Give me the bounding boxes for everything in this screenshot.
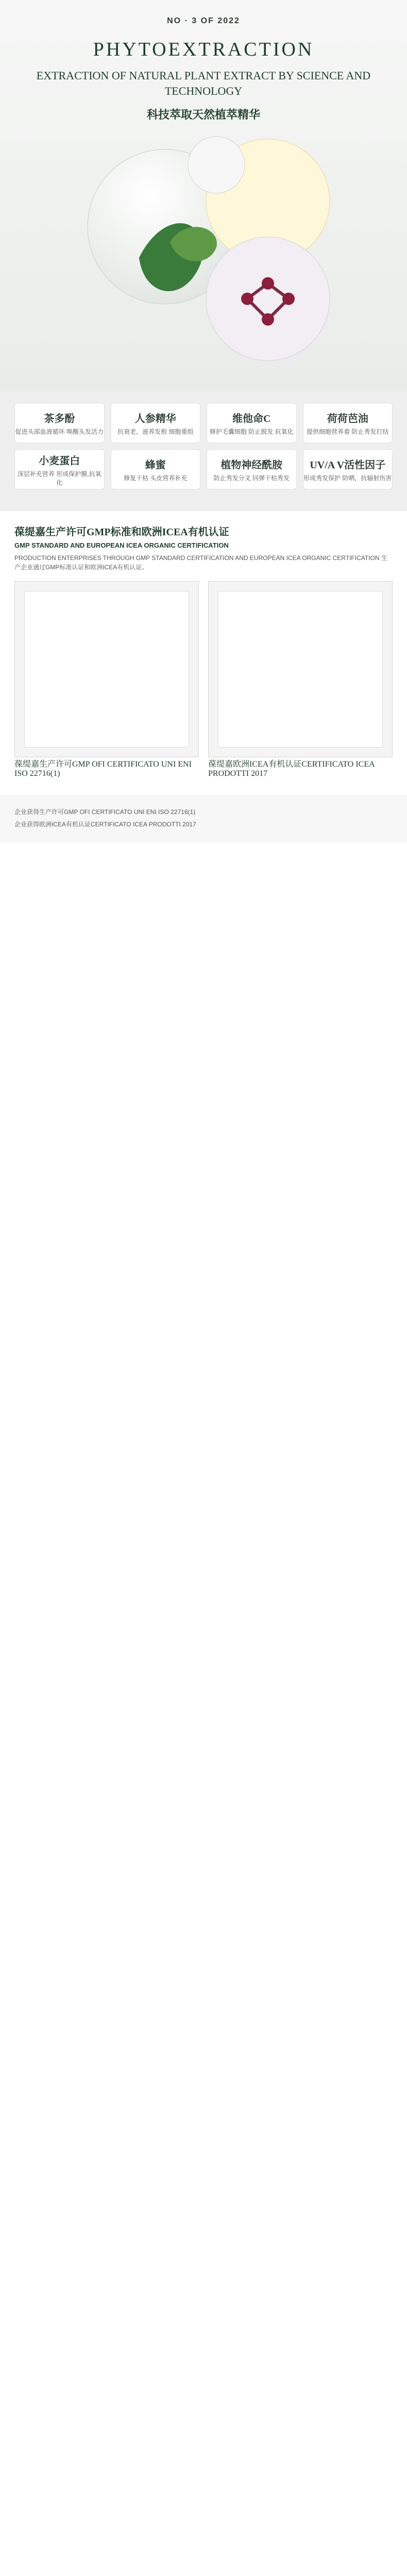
tile-uv-factor <box>303 449 393 489</box>
gmp-certificate-image <box>14 581 199 757</box>
tile-jojoba <box>303 403 393 443</box>
tile-tea-polyphenol <box>14 403 105 443</box>
tile-title: 人参精华 <box>134 413 176 425</box>
tile-title: 荷荷芭油 <box>327 413 368 425</box>
tile-desc: 防止秀发分叉 回弹干枯秀发 <box>213 474 290 482</box>
tile-desc: 深层补充营养 形成保护膜,抗氧化 <box>17 470 101 486</box>
page <box>0 0 407 842</box>
ingredient-tiles <box>0 392 407 511</box>
tile-desc: 修复干枯 头皮营养补充 <box>124 474 188 482</box>
tile-title: 植物神经酰胺 <box>221 460 283 471</box>
certificate-document <box>24 591 189 748</box>
certificate-document <box>218 591 383 748</box>
footer-line-1: 企业获得生产许可GMP OFI CERTIFICATO UNI ENI ISO 22716(1) <box>14 808 196 816</box>
certification-section <box>0 511 407 795</box>
tile-row-2 <box>14 449 393 489</box>
tile-title: 蜂蜜 <box>145 460 166 471</box>
section-title: 葆缇嘉生产许可GMP标准和欧洲ICEA有机认证 <box>14 527 229 538</box>
hero <box>0 0 407 392</box>
footer-notes <box>0 795 407 842</box>
tile-title: 维他命C <box>232 413 271 425</box>
icea-certificate-image <box>208 581 393 757</box>
hero-title: PHYTOEXTRACTION <box>93 39 314 60</box>
tile-wheat-protein <box>14 449 105 489</box>
hero-illustration <box>0 129 407 392</box>
hero-cn-title: 科技萃取天然植萃精华 <box>146 108 260 121</box>
icea-certificate-card <box>208 581 393 778</box>
footer-line-2: 企业获得欧洲ICEA有机认证CERTIFICATO ICEA PRODOTTI 2017 <box>14 821 196 828</box>
tile-ceramide <box>207 449 297 489</box>
hero-subtitle: EXTRACTION OF NATURAL PLANT EXTRACT BY SCIENCE AND TECHNOLOGY <box>36 69 371 97</box>
tile-title: 小麦蛋白 <box>39 455 80 467</box>
gmp-certificate-label: 葆缇嘉生产许可GMP OFI CERTIFICATO UNI ENI ISO 22716(1) <box>14 760 192 778</box>
tile-desc: 促进头部血液循环 唤醒头发活力 <box>15 428 104 435</box>
tile-honey <box>111 449 201 489</box>
tile-desc: 抗衰老，滋养发根 细胞重组 <box>117 428 194 435</box>
tile-ginseng <box>111 403 201 443</box>
tile-desc: 形成秀发保护 防晒，抗辐射伤害 <box>303 474 392 482</box>
tile-title: 茶多酚 <box>44 413 75 425</box>
gmp-certificate-card <box>14 581 199 778</box>
tile-row-1 <box>14 403 393 443</box>
tile-desc: 修护毛囊细胞 防止脱发 抗氧化 <box>209 428 294 435</box>
icea-certificate-label: 葆缇嘉欧洲ICEA有机认证CERTIFICATO ICEA PRODOTTI 2017 <box>208 760 375 778</box>
section-description: PRODUCTION ENTERPRISES THROUGH GMP STANDARD CERTIFICATION AND EUROPEAN ICEA ORGANIC CERTIFICATION 生产企业通过GMP标准认证和欧洲ICEA有机认证。 <box>14 554 387 571</box>
tile-title: UV/A V活性因子 <box>310 460 386 471</box>
tile-desc: 提供细胞营养着 防止秀发打结 <box>307 428 389 435</box>
certificate-row <box>14 581 393 778</box>
section-title-en: GMP STANDARD AND EUROPEAN ICEA ORGANIC CERTIFICATION <box>14 541 229 549</box>
issue-number: NO · 3 OF 2022 <box>167 16 240 25</box>
tile-vitamin-c <box>207 403 297 443</box>
